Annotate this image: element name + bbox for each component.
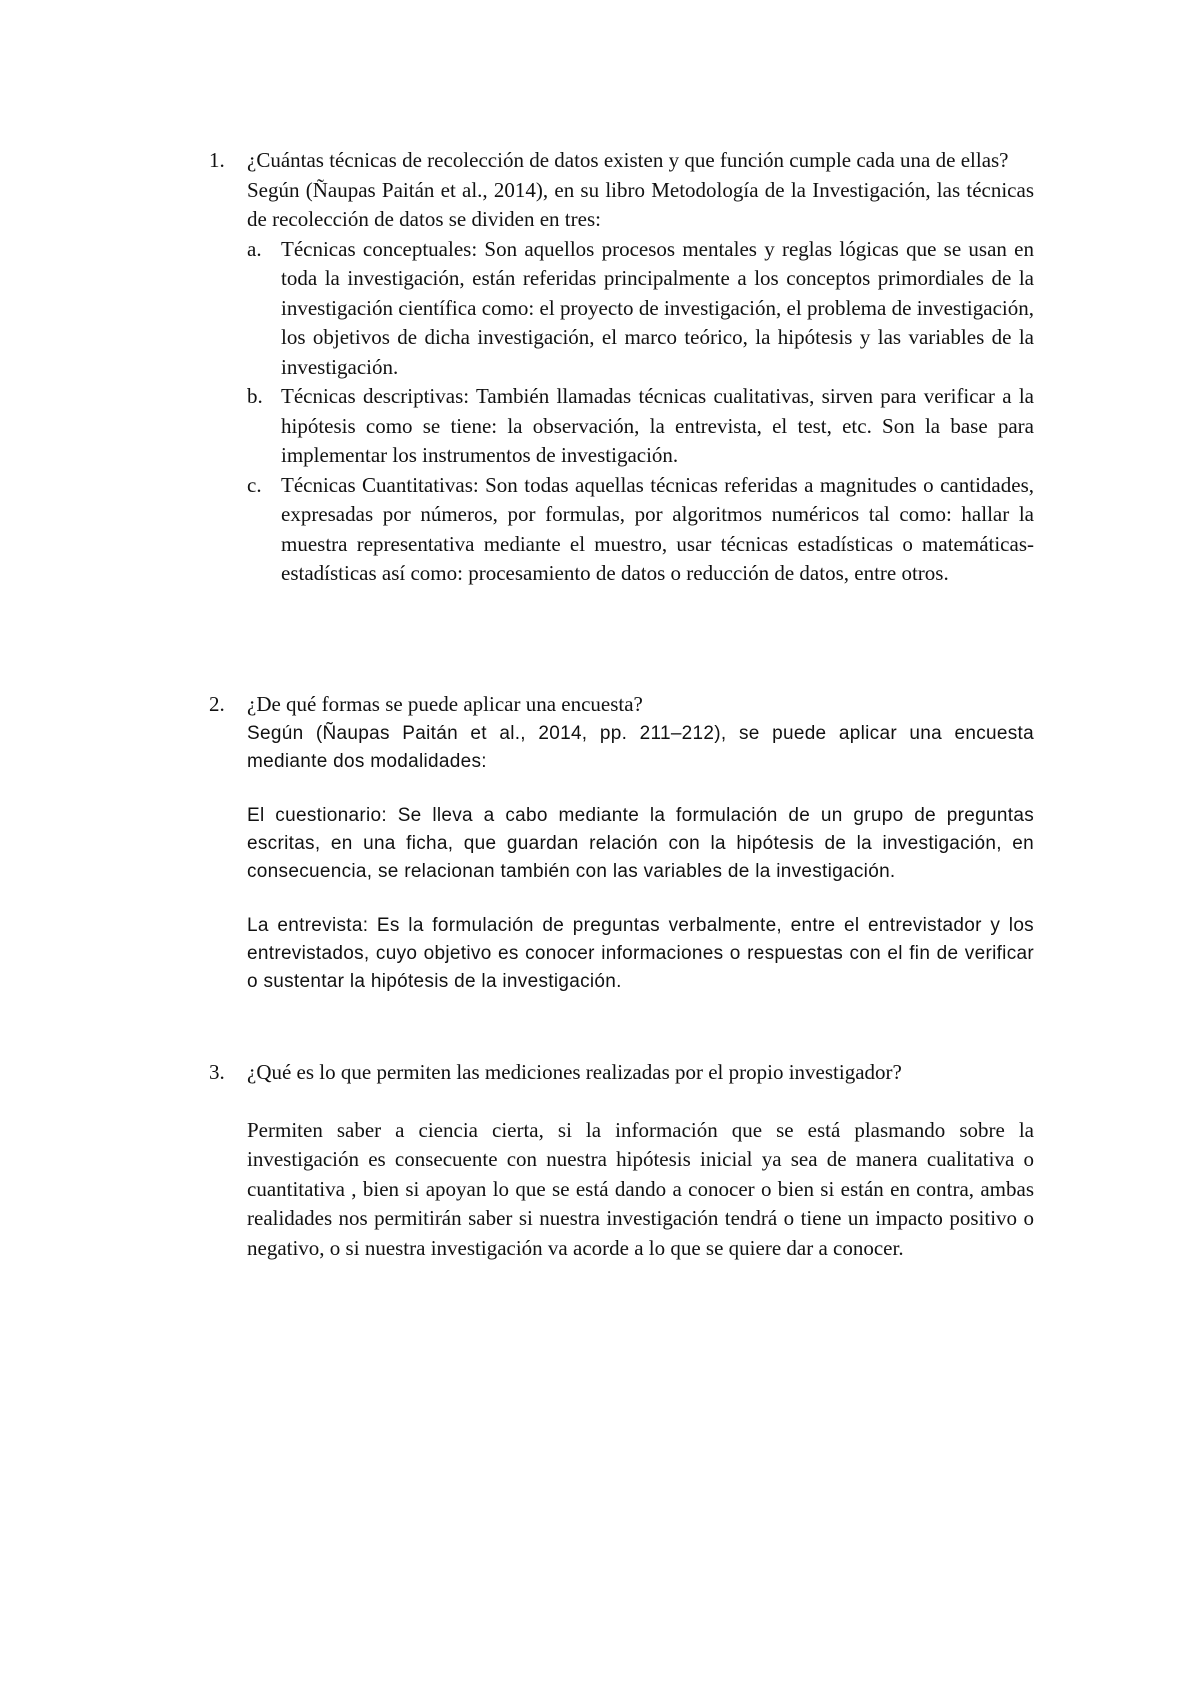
question-2-paragraph-cuestionario: El cuestionario: Se lleva a cabo mediante la formulación de un grupo de preguntas escritas, en una ficha, que guardan relación con la hipótesis de la investigación, en consecuencia, se relacionan también con las variables de la investigación. — [247, 804, 1034, 882]
question-1-item-a — [247, 235, 1034, 383]
item-c-letter: c. — [247, 472, 262, 497]
question-1-title: ¿Cuántas técnicas de recolección de datos existen y que función cumple cada una de ellas? — [247, 148, 1009, 172]
question-2-title: ¿De qué formas se puede aplicar una encuesta? — [247, 692, 643, 716]
item-c-text: Técnicas Cuantitativas: Son todas aquellas técnicas referidas a magnitudes o cantidades, expresadas por números, por formulas, por algoritmos numéricos tal como: hallar la muestra representativa mediante el muestro, usar técnicas estadísticas o matemáticas-estadísticas así como: procesamiento de datos o reducción de datos, entre otros. — [281, 472, 1034, 585]
question-1-intro: Según (Ñaupas Paitán et al., 2014), en su libro Metodología de la Investigación, las técnicas de recolección de datos se dividen en tres: — [247, 177, 1034, 231]
question-2 — [247, 690, 1034, 996]
question-2-paragraph-entrevista: La entrevista: Es la formulación de preguntas verbalmente, entre el entrevistador y los entrevistados, cuyo objetivo es conocer informaciones o respuestas con el fin de verificar o sustentar la hipótesis de la investigación. — [247, 914, 1034, 992]
question-3 — [247, 1058, 1034, 1263]
question-1 — [247, 146, 1034, 589]
question-1-item-c — [247, 471, 1034, 589]
question-2-number: 2. — [209, 692, 225, 716]
spacer — [247, 1088, 1034, 1116]
item-b-letter: b. — [247, 384, 263, 408]
question-3-answer: Permiten saber a ciencia cierta, si la información que se está plasmando sobre la investigación es consecuente con nuestra hipótesis inicial ya sea de manera cualitativa o cuantitativa , bien si apoyan lo que se está dando a conocer o bien si están en contra, ambas realidades nos permitirán saber si nuestra investigación tendrá o tiene un impacto positivo o negativo, o si nuestra investigación va acorde a lo que se quiere dar a conocer. — [247, 1117, 1034, 1260]
question-2-intro: Según (Ñaupas Paitán et al., 2014, pp. 211–212), se puede aplicar una encuesta mediante dos modalidades: — [247, 722, 1034, 772]
question-3-number: 3. — [209, 1060, 225, 1084]
item-a-text: Técnicas conceptuales: Son aquellos procesos mentales y reglas lógicas que se usan en toda la investigación, están referidas principalmente a los conceptos primordiales de la investigación científica como: el proyecto de investigación, el problema de investigación, los objetivos de dicha investigación, el marco teórico, la hipótesis y las variables de la investigación. — [281, 236, 1034, 379]
question-3-title: ¿Qué es lo que permiten las mediciones realizadas por el propio investigador? — [247, 1060, 902, 1084]
item-a-letter: a. — [247, 236, 262, 261]
spacer — [247, 776, 1034, 802]
item-b-text: Técnicas descriptivas: También llamadas técnicas cualitativas, sirven para verificar a la hipótesis como se tiene: la observación, la entrevista, el test, etc. Son la base para implementar los instrumentos de investigación. — [281, 384, 1034, 467]
question-1-item-b — [247, 382, 1034, 471]
spacer — [247, 886, 1034, 912]
question-1-number: 1. — [209, 148, 225, 172]
